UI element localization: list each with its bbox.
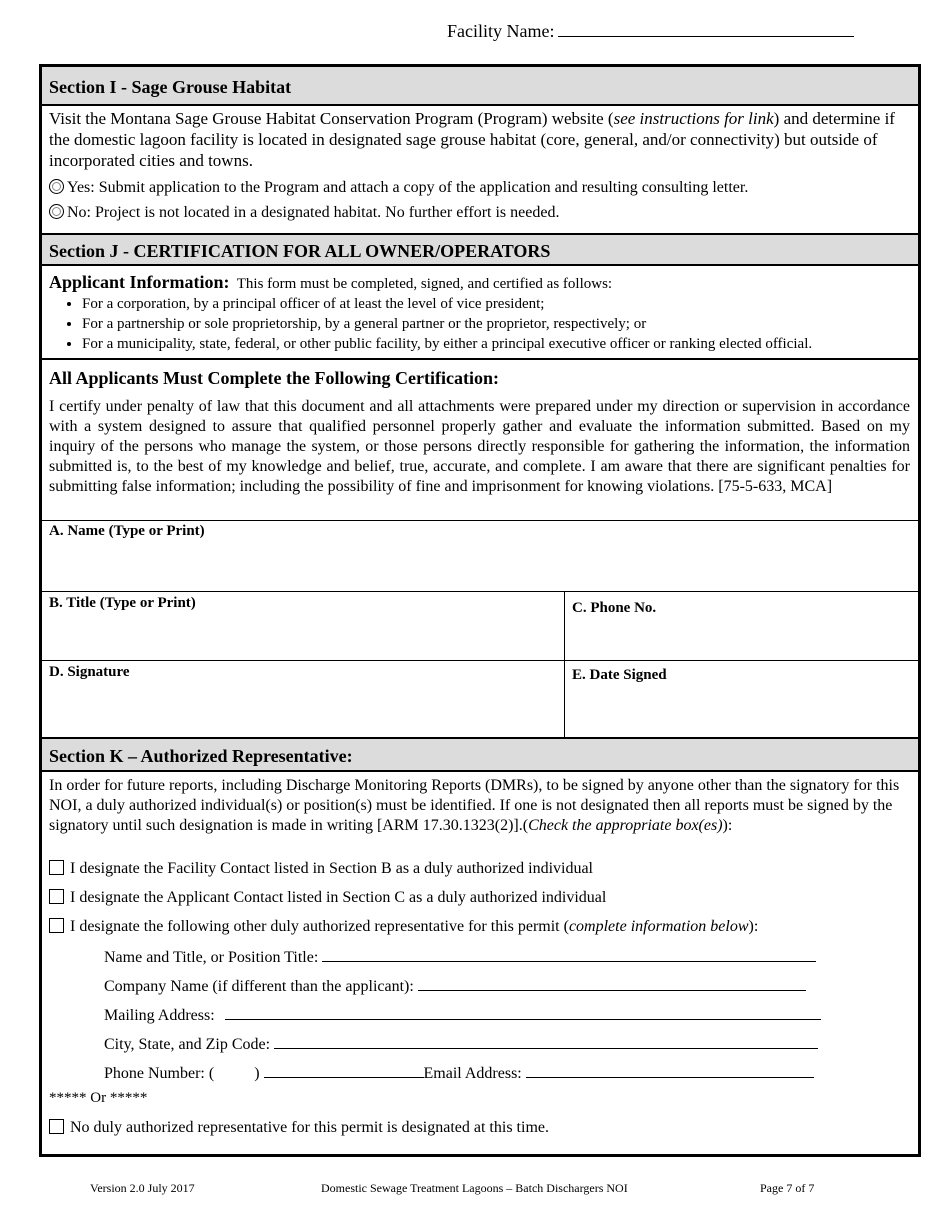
habitat-no-label: No: Project is not located in a designated habitat. No further effort is needed. <box>67 204 560 221</box>
rep-phone-email-row <box>104 1062 910 1084</box>
section-i-header <box>42 67 918 106</box>
footer-page-number: Page 7 of 7 <box>760 1181 815 1195</box>
section-k-header <box>42 739 918 772</box>
designate-other-label-end: ): <box>748 918 759 935</box>
name-field[interactable] <box>42 521 918 591</box>
footer-version: Version 2.0 July 2017 <box>90 1181 195 1195</box>
designate-other-italic: complete information below <box>568 918 749 935</box>
habitat-no-radio[interactable] <box>49 204 64 219</box>
date-field-label: E. Date Signed <box>572 667 667 683</box>
rep-phone-paren: ) <box>254 1065 260 1082</box>
rep-company-label: Company Name (if different than the applicant): <box>104 978 414 995</box>
facility-name-label: Facility Name: <box>447 21 555 41</box>
list-item: • For a municipality, state, federal, or other public facility, by either a principal executive officer or ranking elected official. <box>82 334 812 354</box>
name-field-label: A. Name (Type or Print) <box>49 523 205 539</box>
applicant-info-text: This form must be completed, signed, and certified as follows: <box>236 276 613 292</box>
rep-phone-label: Phone Number: ( <box>104 1065 215 1082</box>
rep-city-input[interactable] <box>274 1033 818 1049</box>
habitat-yes-label: Yes: Submit application to the Program and attach a copy of the application and resulting consulting letter. <box>67 179 749 196</box>
rep-city-row <box>104 1033 910 1055</box>
section-k-intro-italic: Check the appropriate box(es) <box>528 817 723 834</box>
designate-facility-contact-checkbox[interactable] <box>49 860 64 875</box>
section-i-intro <box>49 108 910 171</box>
rep-mailing-input[interactable] <box>225 1004 821 1020</box>
section-i-intro-text-end: ) and determine if the domestic lagoon facility is located in designated sage grouse habitat (core, general, and/or connectivity) but outside of incorporated cities and towns. <box>49 109 895 170</box>
designate-applicant-contact-checkbox[interactable] <box>49 889 64 904</box>
applicant-bullets <box>42 294 812 354</box>
habitat-yes-option[interactable] <box>49 178 910 198</box>
rep-name-title-row <box>104 946 910 968</box>
designate-facility-contact-option[interactable] <box>49 859 910 879</box>
rep-mailing-row <box>104 1004 910 1026</box>
list-item: • For a partnership or sole proprietorship, by a general partner or the proprietor, respectively; or <box>82 314 812 334</box>
section-k-intro <box>49 776 910 836</box>
facility-name-blank[interactable] <box>558 20 854 37</box>
list-item: • For a corporation, by a principal officer of at least the level of vice president; <box>82 294 812 314</box>
rep-city-label: City, State, and Zip Code: <box>104 1036 271 1053</box>
section-i-title: Section I - Sage Grouse Habitat <box>49 77 292 97</box>
date-signed-field[interactable] <box>565 661 918 737</box>
section-k-intro-text: In order for future reports, including Discharge Monitoring Reports (DMRs), to be signed by anyone other than the signatory for this NOI, a duly authorized individual(s) or position(s) must be identified. If one is not designated then all reports must be signed by the signatory until such designation is made in writing [ARM 17.30.1323(2)].( <box>49 777 900 834</box>
no-representative-checkbox[interactable] <box>49 1119 64 1134</box>
designate-facility-contact-label: I designate the Facility Contact listed in Section B as a duly authorized individual <box>70 860 593 877</box>
rep-company-input[interactable] <box>418 975 806 991</box>
phone-field-label: C. Phone No. <box>572 600 657 616</box>
rep-email-input[interactable] <box>526 1062 814 1078</box>
rep-name-title-input[interactable] <box>322 946 816 962</box>
title-field-label: B. Title (Type or Print) <box>49 595 196 611</box>
section-j-header <box>42 235 918 266</box>
rep-company-row <box>104 975 910 997</box>
rep-email-label: Email Address: <box>423 1065 522 1082</box>
habitat-no-option[interactable] <box>49 203 910 223</box>
applicant-info <box>49 272 910 294</box>
signature-field-label: D. Signature <box>49 664 130 680</box>
section-k-intro-text-end: ): <box>722 817 733 834</box>
designate-other-checkbox[interactable] <box>49 918 64 933</box>
section-j-title: Section J - CERTIFICATION FOR ALL OWNER/OPERATORS <box>49 241 551 261</box>
signature-field[interactable] <box>42 661 564 737</box>
footer-doc-title: Domestic Sewage Treatment Lagoons – Batch Dischargers NOI <box>321 1181 628 1195</box>
rep-name-title-label: Name and Title, or Position Title: <box>104 949 319 966</box>
section-k-title: Section K – Authorized Representative: <box>49 746 353 766</box>
phone-field[interactable] <box>565 592 918 660</box>
or-separator: ***** Or ***** <box>49 1090 148 1106</box>
designate-other-option[interactable] <box>49 917 910 937</box>
rep-phone-input[interactable] <box>264 1062 424 1078</box>
form-frame <box>39 64 921 1157</box>
cert-heading: All Applicants Must Complete the Following Certification: <box>49 368 499 388</box>
rep-mailing-label: Mailing Address: <box>104 1007 215 1024</box>
facility-name-field <box>447 20 854 42</box>
habitat-yes-radio[interactable] <box>49 179 64 194</box>
title-field[interactable] <box>42 592 564 660</box>
designate-other-label: I designate the following other duly authorized representative for this permit ( <box>70 918 569 935</box>
applicant-info-label: Applicant Information: <box>49 272 230 292</box>
section-i-intro-italic: see instructions for link <box>613 109 774 128</box>
cert-text: I certify under penalty of law that this document and all attachments were prepared under my direction or supervision in accordance with a system designed to assure that qualified personnel properly gather and evaluate the information submitted. Based on my inquiry of the persons who manage the system, or those persons directly responsible for gathering the information, the information submitted is, to the best of my knowledge and belief, true, accurate, and complete. I am aware that there are significant penalties for submitting false information; including the possibility of fine and imprisonment for knowing violations. [75-5-633, MCA] <box>49 398 910 495</box>
designate-applicant-contact-option[interactable] <box>49 888 910 908</box>
divider <box>42 358 918 360</box>
no-representative-option[interactable] <box>49 1118 910 1138</box>
no-representative-label: No duly authorized representative for this permit is designated at this time. <box>70 1119 549 1136</box>
section-i-intro-text: Visit the Montana Sage Grouse Habitat Conservation Program (Program) website ( <box>49 109 614 128</box>
designate-applicant-contact-label: I designate the Applicant Contact listed in Section C as a duly authorized individual <box>70 889 607 906</box>
